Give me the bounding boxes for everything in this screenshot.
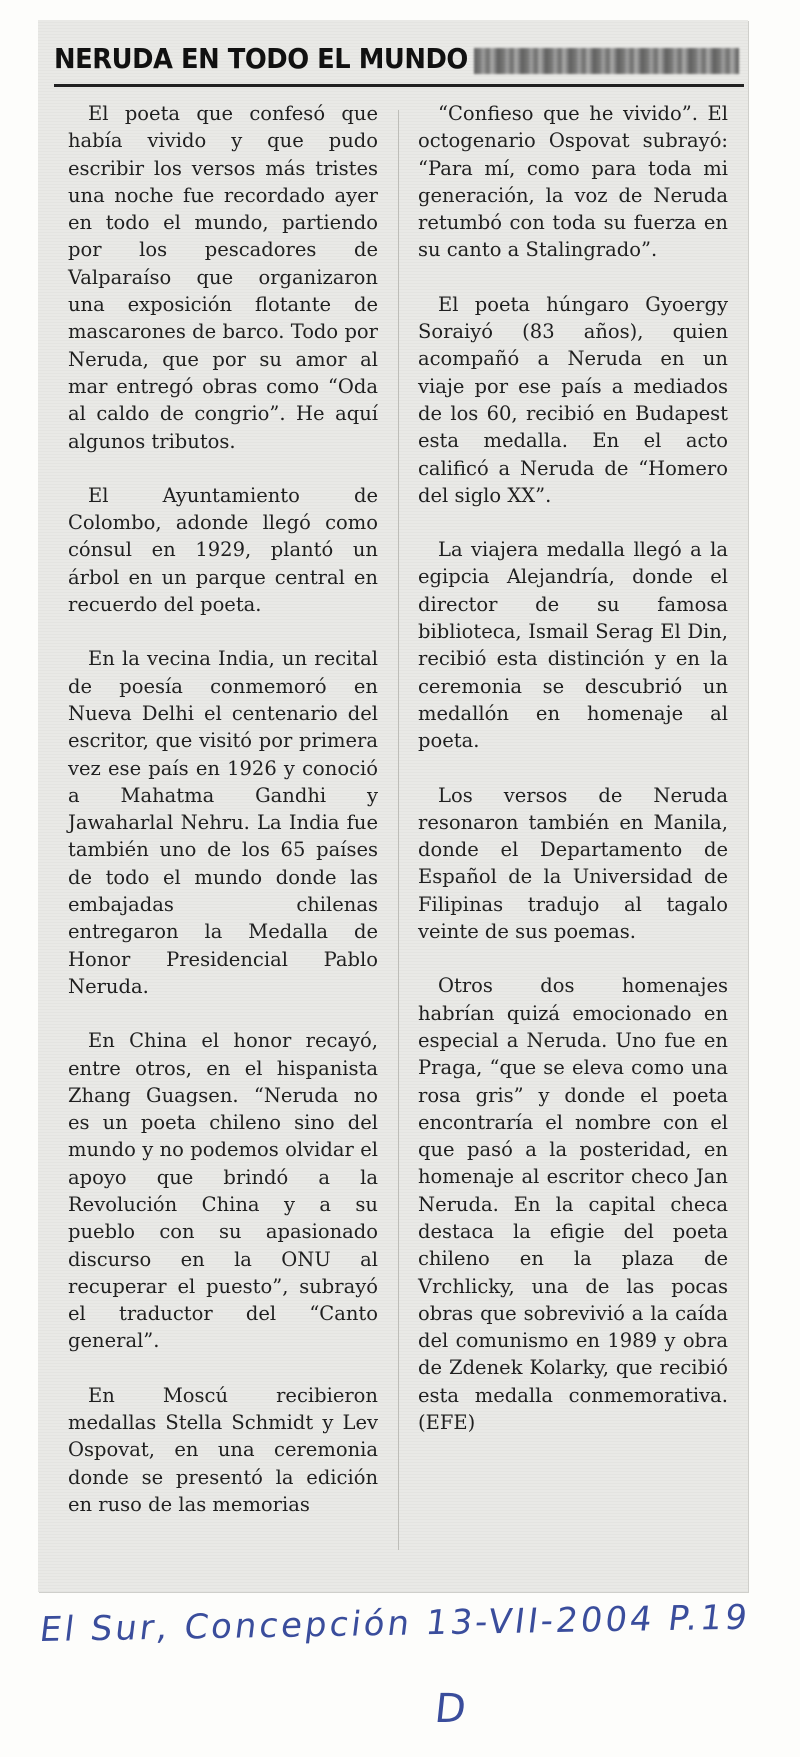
left-column [68, 100, 378, 1545]
headline-bar [54, 38, 744, 87]
paragraph: “Confieso que he vivido”. El octogenario Ospovat subrayó: “Para mí, como para toda mi generación, la voz de Neruda retumbó con toda su fuerza en su canto a Stalingrado”. [418, 102, 728, 262]
article-body [68, 100, 738, 1580]
paragraph: En China el honor recayó, entre otros, en el hispanista Zhang Guagsen. “Neruda no es un poeta chileno sino del mundo y no podemos olvidar el apoyo que brindó a la Revolución China y a su pueblo con su apasionado discurso en la ONU al recuperar el puesto”, subrayó el traductor del “Canto general”. [68, 1029, 378, 1353]
paragraph: El Ayuntamiento de Colombo, adonde llegó como cónsul en 1929, plantó un árbol en un parque central en recuerdo del poeta. [68, 483, 378, 617]
paragraph: El poeta que confesó que había vivido y que pudo escribir los versos más tristes una noche fue recordado ayer en todo el mundo, partiendo por los pescadores de Valparaíso que organizaron una exposición flotante de mascarones de barco. Todo por Neruda, que por su amor al mar entregó obras como “Oda al caldo de congrio”. He aquí algunos tributos. [68, 102, 378, 453]
paragraph: En la vecina India, un recital de poesía conmemoró en Nueva Delhi el centenario del escritor, que visitó por primera vez ese país en 1926 y conoció a Mahatma Gandhi y Jawaharlal Nehru. La India fue también uno de los 65 países de todo el mundo donde las embajadas chilenas entregaron la Medalla de Honor Presidencial Pablo Neruda. [68, 647, 378, 998]
header-smudge [474, 48, 739, 74]
handwritten-mark: D [432, 1686, 469, 1732]
paragraph: En Moscú recibieron medallas Stella Schmidt y Lev Ospovat, en una ceremonia donde se presentó la edición en ruso de las memorias [68, 1383, 378, 1516]
paragraph: El poeta húngaro Gyoergy Soraiyó (83 años), quien acompañó a Neruda en un viaje por ese país a mediados de los 60, recibió en Budapest esta medalla. En el acto calificó a Neruda de “Homero del siglo XX”. [418, 292, 728, 507]
column-divider [398, 110, 399, 1550]
right-column [418, 100, 728, 1463]
paragraph: Otros dos homenajes habrían quizá emocionado en especial a Neruda. Uno fue en Praga, “que se eleva como una rosa gris” y donde el poeta encontraría el nombre con el que pasó a la posteridad, en homenaje al escritor checo Jan Neruda. En la capital checa destaca la efigie del poeta chileno en la plaza de Vrchlicky, una de las pocas obras que sobrevivió a la caída del comunismo en 1989 y obra de Zdenek Kolarky, que recibió esta medalla conmemorativa. (EFE) [418, 974, 728, 1435]
paragraph: Los versos de Neruda resonaron también en Manila, donde el Departamento de Español de la Universidad de Filipinas tradujo al tagalo veinte de sus poemas. [418, 783, 728, 944]
handwritten-source-note: El Sur, Concepción 13-VII-2004 P.19 [37, 1597, 753, 1651]
newspaper-clipping [38, 20, 748, 1592]
paragraph: La viajera medalla llegó a la egipcia Alejandría, donde el director de su famosa biblioteca, Ismail Serag El Din, recibió esta distinción y en la ceremonia se descubrió un medallón en homenaje al poeta. [418, 538, 728, 753]
headline: NERUDA EN TODO EL MUNDO [54, 42, 468, 75]
